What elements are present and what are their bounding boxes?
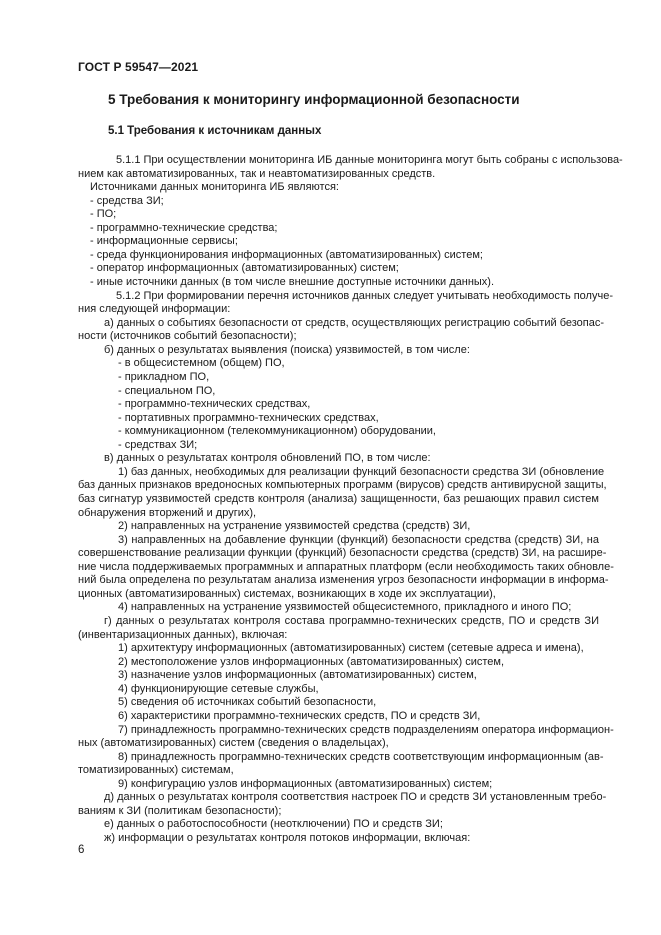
subsection-title: 5.1 Требования к источникам данных <box>108 125 322 137</box>
text-line: ния следующей информации: <box>78 303 231 316</box>
text-line: 4) направленных на устранение уязвимостей общесистемного, прикладного и иного ПО; <box>118 601 572 614</box>
page-number: 6 <box>78 844 85 856</box>
text-line: 2) местоположение узлов информационных (автоматизированных) систем, <box>118 655 504 668</box>
text-line: 5.1.1 При осуществлении мониторинга ИБ данные мониторинга могут быть собраны с использова- <box>116 154 623 166</box>
text-line: в) данных о результатах контроля обновлений ПО, в том числе: <box>104 452 431 465</box>
text-line: 9) конфигурацию узлов информационных (автоматизированных) систем; <box>118 777 493 790</box>
text-line: (инвентаризационных данных), включая: <box>78 628 288 641</box>
text-line: - оператор информационных (автоматизированных) систем; <box>90 262 399 275</box>
text-line: б) данных о результатах выявления (поиска) уязвимостей, в том числе: <box>104 343 470 356</box>
text-line: 1) баз данных, необходимых для реализации функций безопасности средства ЗИ (обновление <box>118 465 605 478</box>
text-line: - прикладном ПО, <box>118 370 210 383</box>
text-line: баз сигнатур уязвимостей средств контроля (анализа) защищенности, баз решающих правил систем <box>78 493 599 505</box>
text-line: нием как автоматизированных, так и неавтоматизированных средств. <box>78 167 436 180</box>
text-line: Источниками данных мониторинга ИБ являются: <box>90 181 339 194</box>
text-line: обнаружения вторжений и других), <box>78 506 257 519</box>
text-line: ваниям к ЗИ (политикам безопасности); <box>78 804 282 817</box>
text-line: - программно-технические средства; <box>90 221 278 234</box>
text-line: 6) характеристики программно-технических средств, ПО и средств ЗИ, <box>118 709 481 722</box>
text-line: - иные источники данных (в том числе внешние доступные источники данных). <box>90 276 495 289</box>
text-line: е) данных о работоспособности (неотключении) ПО и средств ЗИ; <box>104 818 443 831</box>
text-line: 2) направленных на устранение уязвимостей средства (средств) ЗИ, <box>118 520 471 533</box>
section-title: 5 Требования к мониторингу информационной безопасности <box>108 92 520 107</box>
text-line: 4) функционирующие сетевые службы, <box>118 682 319 695</box>
text-line: ний была определена по результатам анализа изменения угроз безопасности информации в информа- <box>78 574 609 587</box>
text-line: 1) архитектуру информационных (автоматизированных) систем (сетевые адреса и имена), <box>118 642 584 655</box>
text-line: 3) направленных на добавление функции (функций) безопасности средства (средств) ЗИ, на <box>118 533 599 546</box>
text-line: 7) принадлежность программно-технических средств подразделениям оператора информацион- <box>118 723 614 736</box>
text-line: 3) назначение узлов информационных (автоматизированных) систем, <box>118 669 477 682</box>
text-line: 5.1.2 При формировании перечня источников данных следует учитывать необходимость получе- <box>116 289 613 302</box>
text-line: ных (автоматизированных) систем (сведения о владельцах), <box>78 737 389 750</box>
text-line: а) данных о событиях безопасности от средств, осуществляющих регистрацию событий безопас- <box>104 316 605 329</box>
text-line: - специальном ПО, <box>118 384 216 397</box>
text-line: - портативных программно-технических средствах, <box>118 411 379 424</box>
text-line: 8) принадлежность программно-технических средств соответствующим информационным (ав- <box>118 750 604 763</box>
text-line: совершенствование реализации функции (функций) безопасности средства (средств) ЗИ, на расшире- <box>78 547 607 560</box>
text-line: д) данных о результатах контроля соответствия настроек ПО и средств ЗИ установленным требо- <box>104 791 607 804</box>
document-header: ГОСТ Р 59547—2021 <box>78 60 199 74</box>
text-line: - коммуникационном (телекоммуникационном) оборудовании, <box>118 425 436 438</box>
text-line: 5) сведения об источниках событий безопасности, <box>118 696 377 709</box>
text-line: ж) информации о результатах контроля потоков информации, включая: <box>104 832 471 844</box>
text-line: - средства ЗИ; <box>90 194 164 207</box>
text-line: ционных (автоматизированных) системах, возникающих в ходе их эксплуатации), <box>78 587 496 600</box>
text-line: ние числа поддерживаемых программных и аппаратных платформ (если необходимость таких обновле- <box>78 560 614 573</box>
text-line: ности (источников событий безопасности); <box>78 330 297 343</box>
text-line: - ПО; <box>90 208 117 221</box>
text-line: - среда функционирования информационных (автоматизированных) систем; <box>90 248 483 261</box>
text-line: томатизированных) системам, <box>78 764 234 777</box>
text-line: - средствах ЗИ; <box>118 438 198 451</box>
text-line: - информационные сервисы; <box>90 235 238 248</box>
text-line: г) данных о результатах контроля состава программно-технических средств, ПО и средств ЗИ <box>104 615 599 628</box>
text-line: - программно-технических средствах, <box>118 398 311 411</box>
text-line: - в общесистемном (общем) ПО, <box>118 357 285 370</box>
text-line: баз данных признаков вредоносных компьютерных программ (вирусов) средств антивирусной защиты, <box>78 479 607 492</box>
